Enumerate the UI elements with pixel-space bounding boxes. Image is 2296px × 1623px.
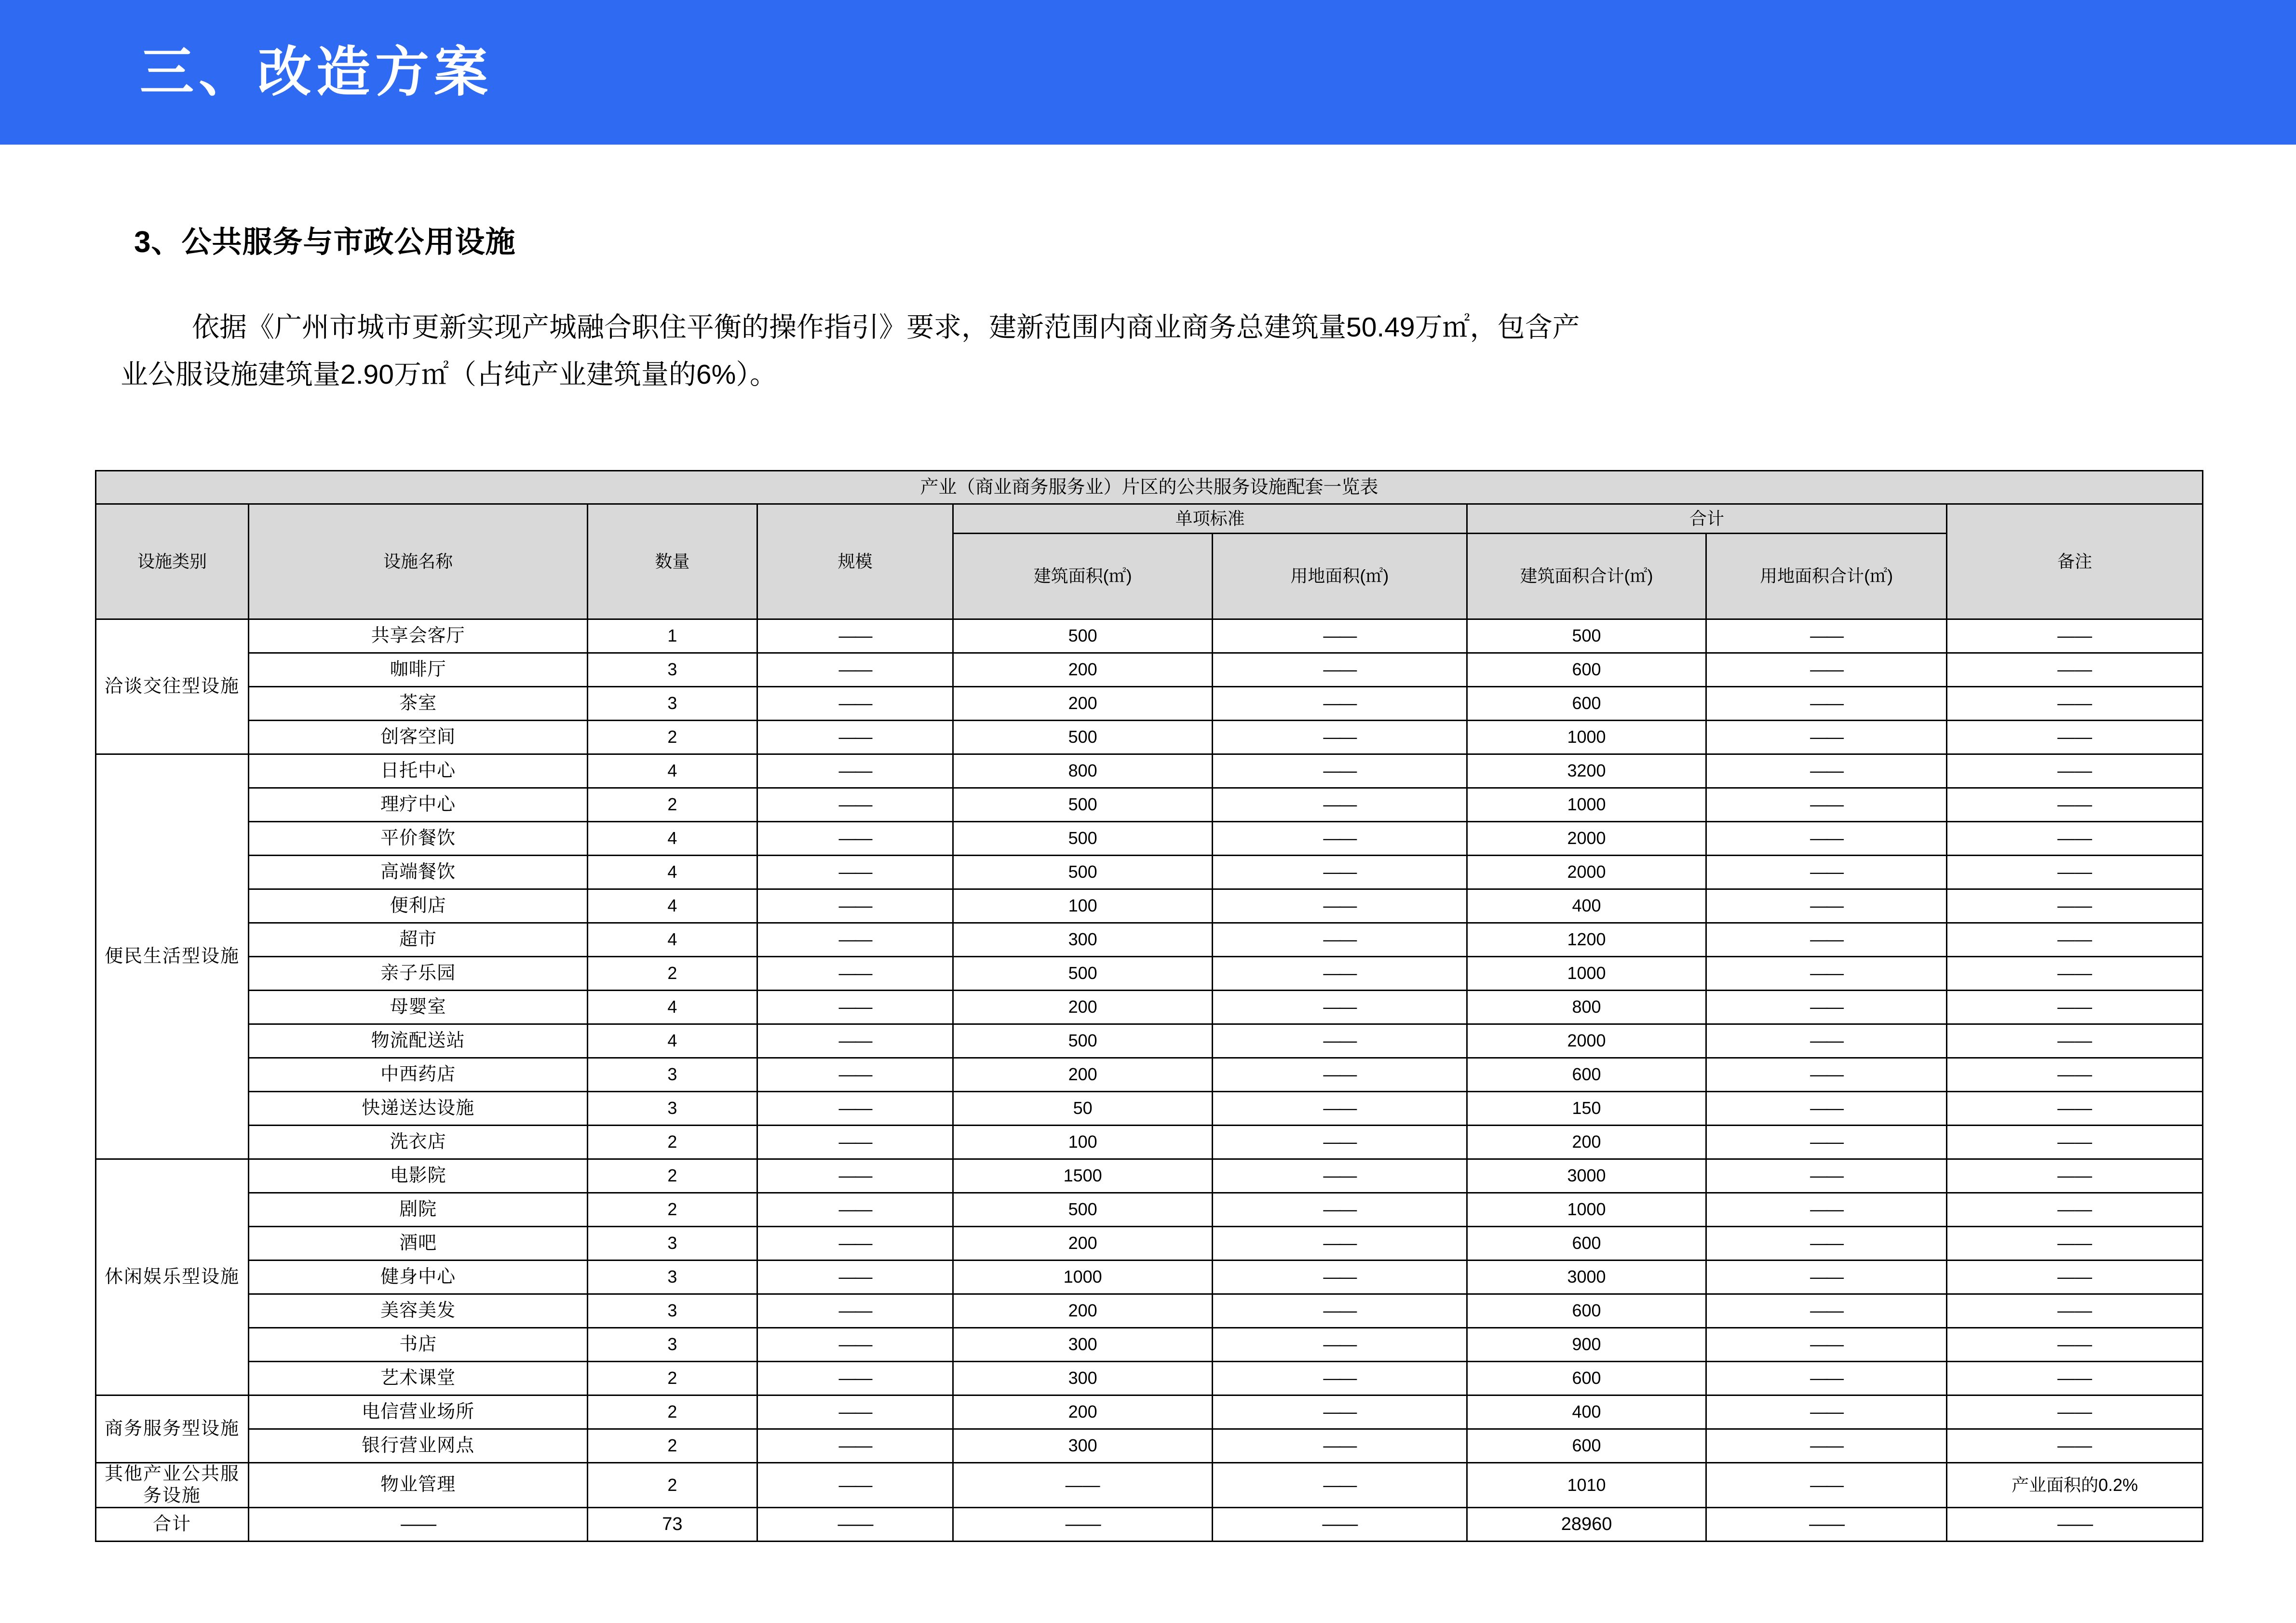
table-row xyxy=(96,1159,2203,1193)
cell-quantity: 3 xyxy=(588,1328,757,1362)
cell-facility-name: 电信营业场所 xyxy=(249,1395,588,1429)
cell-scale: —— xyxy=(757,687,953,721)
cell-total-total-building-area: 28960 xyxy=(1467,1507,1706,1541)
table-row xyxy=(96,923,2203,957)
cell-quantity: 1 xyxy=(588,619,757,653)
cell-unit-building-area: 200 xyxy=(953,1395,1213,1429)
cell-facility-name: 理疗中心 xyxy=(249,788,588,822)
cell-total-land-area: —— xyxy=(1706,1024,1947,1058)
cell-unit-land-area: —— xyxy=(1212,1024,1467,1058)
cell-total-building-area: 900 xyxy=(1467,1328,1706,1362)
cell-unit-land-area: —— xyxy=(1212,1058,1467,1092)
cell-unit-building-area: 200 xyxy=(953,687,1213,721)
cell-facility-name: 咖啡厅 xyxy=(249,653,588,687)
cell-total-land-area: —— xyxy=(1706,687,1947,721)
table-row xyxy=(96,1395,2203,1429)
cell-category: 洽谈交往型设施 xyxy=(96,619,249,754)
cell-unit-land-area: —— xyxy=(1212,1159,1467,1193)
cell-total-building-area: 600 xyxy=(1467,1294,1706,1328)
table-row xyxy=(96,721,2203,754)
cell-quantity: 4 xyxy=(588,822,757,856)
cell-category: 商务服务型设施 xyxy=(96,1395,249,1463)
cell-quantity: 4 xyxy=(588,923,757,957)
cell-facility-name: 酒吧 xyxy=(249,1227,588,1261)
cell-unit-building-area: 300 xyxy=(953,923,1213,957)
cell-total-building-area: 150 xyxy=(1467,1092,1706,1126)
table-row xyxy=(96,1328,2203,1362)
cell-total-building-area: 400 xyxy=(1467,889,1706,923)
cell-facility-name: 创客空间 xyxy=(249,721,588,754)
table-header-row-top xyxy=(96,504,2203,534)
table-row xyxy=(96,889,2203,923)
cell-scale: —— xyxy=(757,1395,953,1429)
cell-total-land-area: —— xyxy=(1706,991,1947,1024)
cell-quantity: 2 xyxy=(588,1126,757,1159)
header-scale: 规模 xyxy=(757,504,953,619)
cell-facility-name: 中西药店 xyxy=(249,1058,588,1092)
facility-table-container xyxy=(95,470,2203,1542)
table-row xyxy=(96,788,2203,822)
cell-scale: —— xyxy=(757,1362,953,1395)
cell-unit-land-area: —— xyxy=(1212,1328,1467,1362)
table-title-row xyxy=(96,471,2203,504)
cell-total-land-area: —— xyxy=(1706,1193,1947,1227)
cell-unit-building-area: 500 xyxy=(953,856,1213,889)
cell-total-building-area: 600 xyxy=(1467,687,1706,721)
cell-scale: —— xyxy=(757,788,953,822)
cell-unit-building-area: 1500 xyxy=(953,1159,1213,1193)
header-unit-land-area: 用地面积(㎡) xyxy=(1212,534,1467,619)
cell-total-building-area: 800 xyxy=(1467,991,1706,1024)
cell-facility-name: 亲子乐园 xyxy=(249,957,588,991)
cell-remark: —— xyxy=(1947,721,2203,754)
cell-remark: —— xyxy=(1947,1261,2203,1294)
cell-quantity: 2 xyxy=(588,788,757,822)
page-title: 三、改造方案 xyxy=(140,42,493,102)
cell-scale: —— xyxy=(757,1294,953,1328)
cell-total-building-area: 400 xyxy=(1467,1395,1706,1429)
cell-scale: —— xyxy=(757,1159,953,1193)
header-remark: 备注 xyxy=(1947,504,2203,619)
cell-unit-land-area: —— xyxy=(1212,889,1467,923)
cell-facility-name: 高端餐饮 xyxy=(249,856,588,889)
cell-category: 便民生活型设施 xyxy=(96,754,249,1159)
cell-scale: —— xyxy=(757,721,953,754)
cell-total-land-area: —— xyxy=(1706,1126,1947,1159)
cell-unit-land-area: —— xyxy=(1212,923,1467,957)
cell-scale: —— xyxy=(757,653,953,687)
table-row xyxy=(96,1362,2203,1395)
cell-unit-building-area: 300 xyxy=(953,1362,1213,1395)
cell-quantity: 2 xyxy=(588,1193,757,1227)
cell-total-land-area: —— xyxy=(1706,1227,1947,1261)
header-total-land-area: 用地面积合计(㎡) xyxy=(1706,534,1947,619)
cell-remark: —— xyxy=(1947,856,2203,889)
cell-scale: —— xyxy=(757,1463,953,1508)
cell-unit-land-area: —— xyxy=(1212,1193,1467,1227)
cell-remark: —— xyxy=(1947,788,2203,822)
cell-unit-land-area: —— xyxy=(1212,1395,1467,1429)
cell-unit-building-area: 500 xyxy=(953,957,1213,991)
cell-total-building-area: 3200 xyxy=(1467,754,1706,788)
cell-category: 其他产业公共服务设施 xyxy=(96,1463,249,1508)
cell-total-scale: —— xyxy=(757,1507,953,1541)
cell-remark: —— xyxy=(1947,822,2203,856)
cell-quantity: 3 xyxy=(588,1261,757,1294)
cell-total-land-area: —— xyxy=(1706,957,1947,991)
cell-unit-building-area: 500 xyxy=(953,721,1213,754)
cell-total-land-area: —— xyxy=(1706,754,1947,788)
cell-quantity: 4 xyxy=(588,856,757,889)
cell-total-building-area: 600 xyxy=(1467,653,1706,687)
header-group-total: 合计 xyxy=(1467,504,1946,534)
table-total-row xyxy=(96,1507,2203,1541)
cell-quantity: 2 xyxy=(588,1362,757,1395)
cell-facility-name: 剧院 xyxy=(249,1193,588,1227)
cell-total-building-area: 600 xyxy=(1467,1058,1706,1092)
cell-remark: —— xyxy=(1947,1362,2203,1395)
cell-quantity: 4 xyxy=(588,991,757,1024)
cell-total-unit-building-area: —— xyxy=(953,1507,1213,1541)
cell-total-land-area: —— xyxy=(1706,1058,1947,1092)
cell-scale: —— xyxy=(757,991,953,1024)
table-row xyxy=(96,1058,2203,1092)
cell-scale: —— xyxy=(757,1024,953,1058)
cell-facility-name: 超市 xyxy=(249,923,588,957)
cell-quantity: 3 xyxy=(588,1058,757,1092)
section-heading: 3、公共服务与市政公用设施 xyxy=(134,226,516,259)
cell-total-building-area: 600 xyxy=(1467,1362,1706,1395)
cell-unit-building-area: 500 xyxy=(953,788,1213,822)
table-row xyxy=(96,619,2203,653)
cell-remark: —— xyxy=(1947,1126,2203,1159)
cell-remark: —— xyxy=(1947,991,2203,1024)
cell-total-building-area: 1010 xyxy=(1467,1463,1706,1508)
cell-total-label: 合计 xyxy=(96,1507,249,1541)
cell-unit-building-area: 500 xyxy=(953,822,1213,856)
cell-unit-building-area: 50 xyxy=(953,1092,1213,1126)
table-row xyxy=(96,1126,2203,1159)
cell-category: 休闲娱乐型设施 xyxy=(96,1159,249,1395)
cell-unit-land-area: —— xyxy=(1212,754,1467,788)
cell-unit-building-area: 300 xyxy=(953,1328,1213,1362)
cell-unit-land-area: —— xyxy=(1212,1429,1467,1463)
cell-scale: —— xyxy=(757,923,953,957)
cell-total-land-area: —— xyxy=(1706,1294,1947,1328)
cell-scale: —— xyxy=(757,889,953,923)
cell-facility-name: 艺术课堂 xyxy=(249,1362,588,1395)
cell-facility-name: 日托中心 xyxy=(249,754,588,788)
cell-total-land-area: —— xyxy=(1706,1362,1947,1395)
cell-total-land-area: —— xyxy=(1706,1159,1947,1193)
cell-total-building-area: 1000 xyxy=(1467,1193,1706,1227)
cell-quantity: 3 xyxy=(588,687,757,721)
cell-unit-building-area: 200 xyxy=(953,1294,1213,1328)
header-unit-building-area: 建筑面积(㎡) xyxy=(953,534,1213,619)
cell-remark: —— xyxy=(1947,619,2203,653)
cell-unit-building-area: 100 xyxy=(953,1126,1213,1159)
cell-total-land-area: —— xyxy=(1706,1463,1947,1508)
cell-facility-name: 便利店 xyxy=(249,889,588,923)
cell-remark: —— xyxy=(1947,957,2203,991)
cell-scale: —— xyxy=(757,1058,953,1092)
cell-quantity: 3 xyxy=(588,1092,757,1126)
cell-unit-land-area: —— xyxy=(1212,1227,1467,1261)
cell-remark: —— xyxy=(1947,1193,2203,1227)
slide-header-band xyxy=(0,0,2296,145)
cell-facility-name: 物业管理 xyxy=(249,1463,588,1508)
cell-remark: —— xyxy=(1947,687,2203,721)
cell-total-land-area: —— xyxy=(1706,1328,1947,1362)
cell-quantity: 4 xyxy=(588,754,757,788)
cell-total-unit-land-area: —— xyxy=(1212,1507,1467,1541)
cell-total-land-area: —— xyxy=(1706,889,1947,923)
paragraph-line-1: 依据《广州市城市更新实现产城融合职住平衡的操作指引》要求，建新范围内商业商务总建筑量50.49万㎡ xyxy=(192,312,1470,343)
table-row xyxy=(96,1227,2203,1261)
cell-total-land-area: —— xyxy=(1706,923,1947,957)
cell-total-land-area: —— xyxy=(1706,619,1947,653)
cell-quantity: 2 xyxy=(588,1429,757,1463)
cell-scale: —— xyxy=(757,822,953,856)
cell-remark: —— xyxy=(1947,923,2203,957)
cell-total-building-area: 3000 xyxy=(1467,1159,1706,1193)
table-row xyxy=(96,754,2203,788)
cell-total-building-area: 2000 xyxy=(1467,1024,1706,1058)
cell-remark: —— xyxy=(1947,1294,2203,1328)
cell-remark: —— xyxy=(1947,1159,2203,1193)
cell-scale: —— xyxy=(757,856,953,889)
cell-unit-land-area: —— xyxy=(1212,1092,1467,1126)
cell-quantity: 2 xyxy=(588,1395,757,1429)
body-paragraph xyxy=(121,304,2194,398)
cell-unit-building-area: 500 xyxy=(953,1193,1213,1227)
cell-unit-building-area: 200 xyxy=(953,991,1213,1024)
cell-facility-name: 美容美发 xyxy=(249,1294,588,1328)
cell-facility-name: 平价餐饮 xyxy=(249,822,588,856)
cell-remark: —— xyxy=(1947,1328,2203,1362)
cell-total-building-area: 200 xyxy=(1467,1126,1706,1159)
cell-total-building-area: 1000 xyxy=(1467,721,1706,754)
cell-total-land-area: —— xyxy=(1706,788,1947,822)
cell-remark: 产业面积的0.2% xyxy=(1947,1463,2203,1508)
cell-total-land-area: —— xyxy=(1706,856,1947,889)
table-row xyxy=(96,1193,2203,1227)
cell-scale: —— xyxy=(757,1092,953,1126)
paragraph-line-2: 业公服设施建筑量2.90万㎡（占纯产业建筑量的6%）。 xyxy=(121,359,777,390)
cell-total-land-area: —— xyxy=(1706,1092,1947,1126)
cell-remark: —— xyxy=(1947,1395,2203,1429)
cell-quantity: 3 xyxy=(588,1227,757,1261)
cell-unit-land-area: —— xyxy=(1212,1463,1467,1508)
cell-quantity: 2 xyxy=(588,721,757,754)
cell-total-land-area: —— xyxy=(1706,1395,1947,1429)
cell-facility-name: 电影院 xyxy=(249,1159,588,1193)
cell-quantity: 4 xyxy=(588,1024,757,1058)
cell-unit-building-area: 200 xyxy=(953,1227,1213,1261)
cell-facility-name: 书店 xyxy=(249,1328,588,1362)
cell-unit-land-area: —— xyxy=(1212,653,1467,687)
cell-total-building-area: 1000 xyxy=(1467,957,1706,991)
cell-scale: —— xyxy=(757,957,953,991)
facility-table xyxy=(95,470,2203,1542)
header-group-unit-standard: 单项标准 xyxy=(953,504,1467,534)
cell-total-land-area: —— xyxy=(1706,822,1947,856)
cell-total-building-area: 2000 xyxy=(1467,822,1706,856)
cell-facility-name: 共享会客厅 xyxy=(249,619,588,653)
cell-remark: —— xyxy=(1947,1058,2203,1092)
cell-remark: —— xyxy=(1947,1024,2203,1058)
cell-unit-land-area: —— xyxy=(1212,788,1467,822)
paragraph-line-1-cont: ，包含产 xyxy=(1470,312,1580,343)
cell-total-building-area: 1000 xyxy=(1467,788,1706,822)
cell-unit-building-area: 800 xyxy=(953,754,1213,788)
table-row xyxy=(96,1294,2203,1328)
cell-facility-name: 快递送达设施 xyxy=(249,1092,588,1126)
header-quantity: 数量 xyxy=(588,504,757,619)
header-category: 设施类别 xyxy=(96,504,249,619)
cell-quantity: 3 xyxy=(588,1294,757,1328)
cell-quantity: 4 xyxy=(588,889,757,923)
cell-total-quantity: 73 xyxy=(588,1507,757,1541)
header-total-building-area: 建筑面积合计(㎡) xyxy=(1467,534,1706,619)
cell-scale: —— xyxy=(757,1328,953,1362)
cell-total-land-area: —— xyxy=(1706,653,1947,687)
cell-scale: —— xyxy=(757,619,953,653)
cell-unit-building-area: 300 xyxy=(953,1429,1213,1463)
cell-total-building-area: 500 xyxy=(1467,619,1706,653)
table-row xyxy=(96,1024,2203,1058)
cell-facility-name: 健身中心 xyxy=(249,1261,588,1294)
cell-unit-building-area: 100 xyxy=(953,889,1213,923)
cell-total-total-land-area: —— xyxy=(1706,1507,1947,1541)
cell-unit-land-area: —— xyxy=(1212,822,1467,856)
cell-unit-building-area: 500 xyxy=(953,1024,1213,1058)
cell-unit-land-area: —— xyxy=(1212,619,1467,653)
cell-unit-land-area: —— xyxy=(1212,1294,1467,1328)
cell-unit-land-area: —— xyxy=(1212,1261,1467,1294)
header-name: 设施名称 xyxy=(249,504,588,619)
cell-quantity: 3 xyxy=(588,653,757,687)
table-row xyxy=(96,1429,2203,1463)
cell-remark: —— xyxy=(1947,754,2203,788)
cell-unit-land-area: —— xyxy=(1212,687,1467,721)
cell-scale: —— xyxy=(757,1126,953,1159)
cell-scale: —— xyxy=(757,1193,953,1227)
cell-unit-land-area: —— xyxy=(1212,721,1467,754)
cell-unit-land-area: —— xyxy=(1212,991,1467,1024)
cell-total-land-area: —— xyxy=(1706,1429,1947,1463)
table-title: 产业（商业商务服务业）片区的公共服务设施配套一览表 xyxy=(96,471,2203,504)
cell-total-land-area: —— xyxy=(1706,721,1947,754)
cell-unit-building-area: —— xyxy=(953,1463,1213,1508)
table-row xyxy=(96,991,2203,1024)
cell-remark: —— xyxy=(1947,653,2203,687)
cell-remark: —— xyxy=(1947,889,2203,923)
cell-remark: —— xyxy=(1947,1227,2203,1261)
cell-total-remark: —— xyxy=(1947,1507,2203,1541)
cell-unit-land-area: —— xyxy=(1212,957,1467,991)
cell-quantity: 2 xyxy=(588,957,757,991)
table-row xyxy=(96,1092,2203,1126)
cell-facility-name: 茶室 xyxy=(249,687,588,721)
cell-total-name: —— xyxy=(249,1507,588,1541)
cell-facility-name: 银行营业网点 xyxy=(249,1429,588,1463)
cell-unit-building-area: 1000 xyxy=(953,1261,1213,1294)
cell-unit-land-area: —— xyxy=(1212,1126,1467,1159)
cell-unit-building-area: 200 xyxy=(953,1058,1213,1092)
cell-remark: —— xyxy=(1947,1429,2203,1463)
cell-total-land-area: —— xyxy=(1706,1261,1947,1294)
cell-scale: —— xyxy=(757,1227,953,1261)
cell-quantity: 2 xyxy=(588,1159,757,1193)
cell-unit-land-area: —— xyxy=(1212,856,1467,889)
table-row xyxy=(96,957,2203,991)
table-row xyxy=(96,1261,2203,1294)
cell-scale: —— xyxy=(757,1429,953,1463)
cell-unit-land-area: —— xyxy=(1212,1362,1467,1395)
cell-facility-name: 洗衣店 xyxy=(249,1126,588,1159)
cell-scale: —— xyxy=(757,1261,953,1294)
table-row xyxy=(96,822,2203,856)
cell-unit-building-area: 200 xyxy=(953,653,1213,687)
cell-total-building-area: 600 xyxy=(1467,1227,1706,1261)
cell-unit-building-area: 500 xyxy=(953,619,1213,653)
table-row xyxy=(96,653,2203,687)
cell-scale: —— xyxy=(757,754,953,788)
cell-total-building-area: 2000 xyxy=(1467,856,1706,889)
cell-total-building-area: 3000 xyxy=(1467,1261,1706,1294)
cell-total-building-area: 1200 xyxy=(1467,923,1706,957)
table-row xyxy=(96,1463,2203,1508)
cell-total-building-area: 600 xyxy=(1467,1429,1706,1463)
cell-remark: —— xyxy=(1947,1092,2203,1126)
table-row xyxy=(96,856,2203,889)
cell-quantity: 2 xyxy=(588,1463,757,1508)
table-row xyxy=(96,687,2203,721)
cell-facility-name: 物流配送站 xyxy=(249,1024,588,1058)
cell-facility-name: 母婴室 xyxy=(249,991,588,1024)
